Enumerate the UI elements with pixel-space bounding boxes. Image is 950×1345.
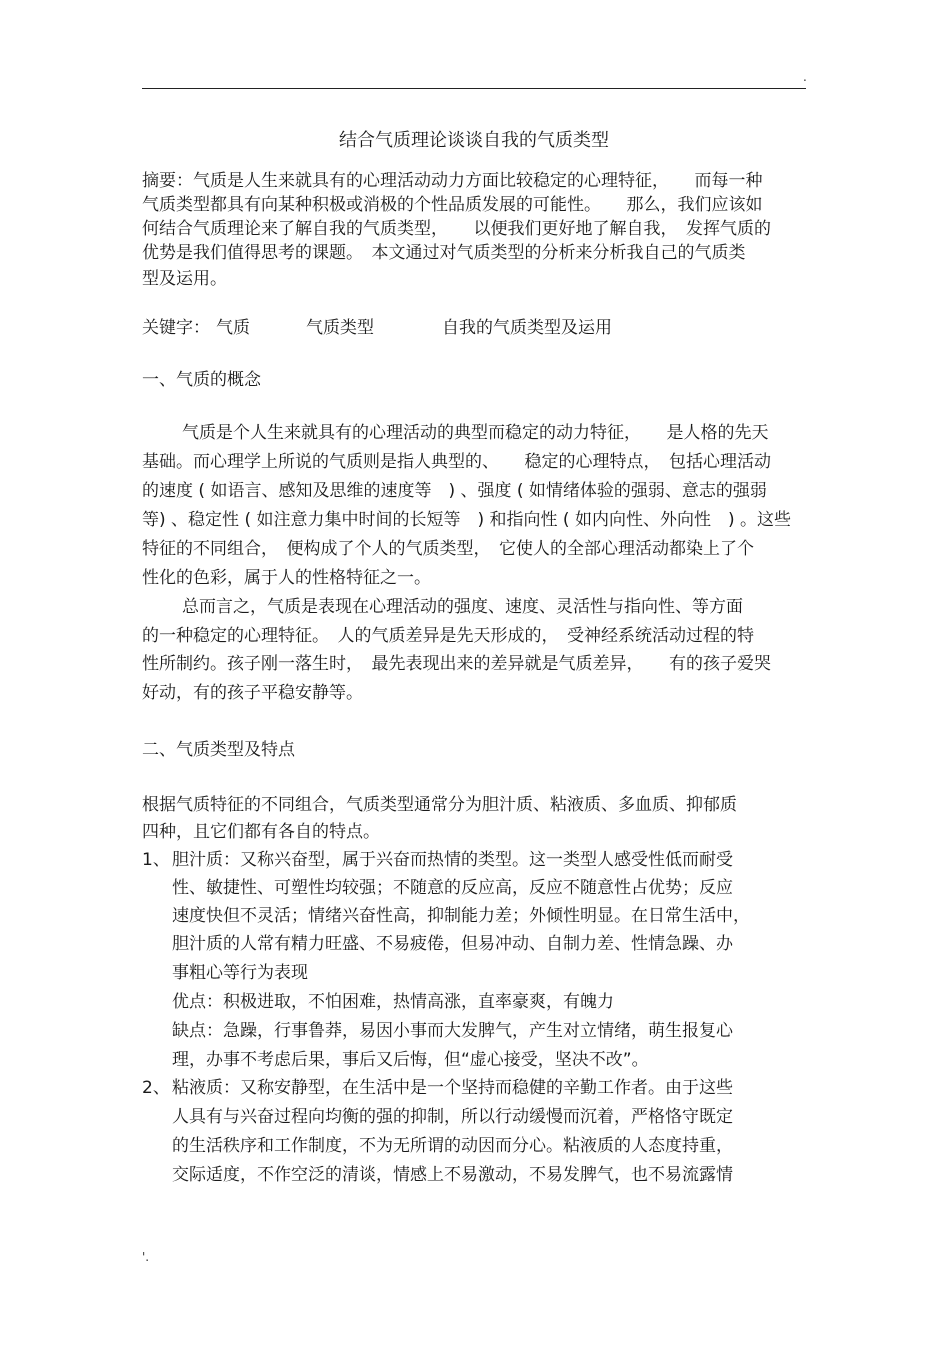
keyword-item: 气质 bbox=[216, 318, 250, 338]
paragraph-line: 特征的不同组合， 便构成了个人的气质类型， 它使人的全部心理活动都染上了个 bbox=[142, 539, 754, 559]
list-item-number: 2、 bbox=[142, 1078, 170, 1098]
header-rule bbox=[142, 88, 806, 89]
list-item-line: 交际适度，不作空泛的清谈，情感上不易激动，不易发脾气，也不易流露情 bbox=[172, 1165, 733, 1185]
paragraph-line: 基础。而心理学上所说的气质则是指人典型的、 稳定的心理特点， 包括心理活动 bbox=[142, 452, 771, 472]
paragraph-line: 根据气质特征的不同组合，气质类型通常分为胆汁质、粘液质、多血质、抑郁质 bbox=[142, 795, 737, 815]
keywords-label: 关键字： bbox=[142, 318, 210, 338]
abstract-line: 优势是我们值得思考的课题。 本文通过对气质类型的分析来分析我自己的气质类 bbox=[142, 243, 746, 263]
section-heading: 一、气质的概念 bbox=[142, 370, 261, 390]
paragraph-line: 等) 、稳定性 ( 如注意力集中时间的长短等 ) 和指向性 ( 如内向性、外向性 ) 。这些 bbox=[142, 510, 791, 530]
footer-mark: '. bbox=[142, 1250, 150, 1264]
list-item-line: 性、敏捷性、可塑性均较强；不随意的反应高，反应不随意性占优势；反应 bbox=[172, 878, 733, 898]
abstract-line: 气质类型都具有向某种积极或消极的个性品质发展的可能性。 那么，我们应该如 bbox=[142, 195, 763, 215]
list-item-number: 1、 bbox=[142, 850, 170, 870]
list-item-line: 理，办事不考虑后果，事后又后悔，但“虚心接受，坚决不改”。 bbox=[172, 1050, 649, 1070]
list-item-line: 速度快但不灵活；情绪兴奋性高，抑制能力差；外倾性明显。在日常生活中， bbox=[172, 906, 750, 926]
list-item-line: 粘液质：又称安静型，在生活中是一个坚持而稳健的辛勤工作者。由于这些 bbox=[172, 1078, 733, 1098]
paragraph-line: 的一种稳定的心理特征。 人的气质差异是先天形成的， 受神经系统活动过程的特 bbox=[142, 626, 754, 646]
list-item-line: 优点：积极进取，不怕困难，热情高涨，直率豪爽，有魄力 bbox=[172, 992, 614, 1012]
list-item-line: 胆汁质：又称兴奋型，属于兴奋而热情的类型。这一类型人感受性低而耐受 bbox=[172, 850, 733, 870]
document-title: 结合气质理论谈谈自我的气质类型 bbox=[339, 130, 609, 151]
paragraph-line: 四种，且它们都有各自的特点。 bbox=[142, 822, 380, 842]
list-item-line: 胆汁质的人常有精力旺盛、不易疲倦，但易冲动、自制力差、性情急躁、办 bbox=[172, 934, 733, 954]
paragraph-line: 气质是个人生来就具有的心理活动的典型而稳定的动力特征， 是人格的先天 bbox=[182, 423, 769, 443]
header-mark: . bbox=[803, 70, 807, 84]
paragraph-line: 性所制约。孩子刚一落生时， 最先表现出来的差异就是气质差异， 有的孩子爱哭 bbox=[142, 654, 771, 674]
abstract-line: 摘要：气质是人生来就具有的心理活动动力方面比较稳定的心理特征， 而每一种 bbox=[142, 171, 763, 191]
keyword-item: 自我的气质类型及运用 bbox=[442, 318, 612, 338]
paragraph-line: 好动，有的孩子平稳安静等。 bbox=[142, 683, 363, 703]
list-item-line: 事粗心等行为表现 bbox=[172, 963, 308, 983]
section-heading: 二、气质类型及特点 bbox=[142, 740, 295, 760]
keyword-item: 气质类型 bbox=[306, 318, 374, 338]
paragraph-line: 性化的色彩，属于人的性格特征之一。 bbox=[142, 568, 431, 588]
list-item-line: 缺点：急躁，行事鲁莽，易因小事而大发脾气，产生对立情绪，萌生报复心 bbox=[172, 1021, 733, 1041]
abstract-line: 何结合气质理论来了解自我的气质类型， 以便我们更好地了解自我， 发挥气质的 bbox=[142, 219, 771, 239]
paragraph-line: 的速度 ( 如语言、感知及思维的速度等 ) 、强度 ( 如情绪体验的强弱、意志的强弱 bbox=[142, 481, 767, 501]
list-item-line: 的生活秩序和工作制度，不为无所谓的动因而分心。粘液质的人态度持重， bbox=[172, 1136, 733, 1156]
list-item-line: 人具有与兴奋过程向均衡的强的抑制，所以行动缓慢而沉着，严格恪守既定 bbox=[172, 1107, 733, 1127]
paragraph-line: 总而言之，气质是表现在心理活动的强度、速度、灵活性与指向性、等方面 bbox=[182, 597, 743, 617]
abstract-line: 型及运用。 bbox=[142, 269, 227, 289]
